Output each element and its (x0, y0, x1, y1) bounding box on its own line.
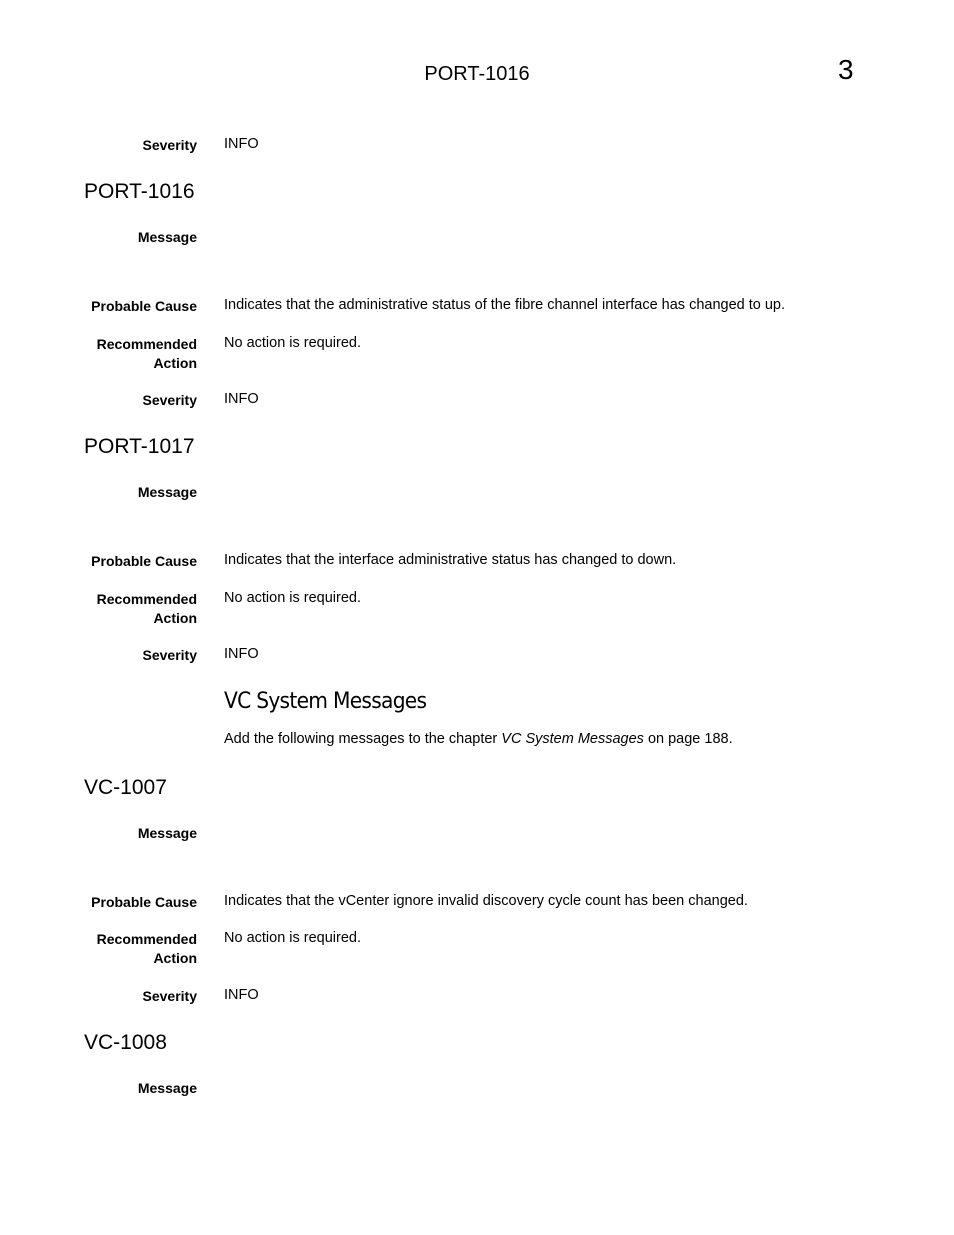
recommended-action-text: No action is required. (224, 590, 362, 606)
intro-text-after: on page 188. (643, 731, 733, 747)
message-label: Message (137, 825, 197, 841)
recommended-action-label-line1: Recommended (96, 591, 197, 607)
running-header-title: PORT-1016 (424, 63, 530, 85)
message-title-port-1017: PORT-1017 (84, 435, 195, 458)
severity-value: INFO (224, 646, 259, 662)
probable-cause-label: Probable Cause (91, 894, 197, 910)
message-title-vc-1008: VC-1008 (84, 1031, 167, 1054)
severity-value: INFO (224, 136, 259, 152)
recommended-action-label-line2: Action (153, 610, 197, 626)
message-label: Message (137, 229, 197, 245)
probable-cause-text: Indicates that the administrative status of the fibre channel interface has changed to up. (224, 297, 786, 313)
message-label: Message (137, 484, 197, 500)
message-label: Message (137, 1080, 197, 1096)
severity-label: Severity (142, 988, 197, 1004)
message-title-port-1016: PORT-1016 (84, 180, 195, 203)
recommended-action-text: No action is required. (224, 335, 362, 351)
recommended-action-label-line2: Action (153, 355, 197, 371)
severity-value: INFO (224, 987, 259, 1003)
severity-value: INFO (224, 391, 259, 407)
recommended-action-label-line2: Action (153, 950, 197, 966)
chapter-number: 3 (838, 54, 854, 85)
recommended-action-label-line1: Recommended (96, 336, 197, 352)
recommended-action-label-line1: Recommended (96, 931, 197, 947)
section-intro (224, 731, 733, 747)
message-title-vc-1007: VC-1007 (84, 776, 167, 799)
severity-label: Severity (142, 137, 197, 153)
section-title-vc-system-messages: VC System Messages (224, 689, 427, 714)
intro-chapter-reference: VC System Messages (501, 731, 644, 747)
probable-cause-label: Probable Cause (91, 553, 197, 569)
recommended-action-text: No action is required. (224, 930, 362, 946)
probable-cause-label: Probable Cause (91, 298, 197, 314)
severity-label: Severity (142, 392, 197, 408)
probable-cause-text: Indicates that the vCenter ignore invalid discovery cycle count has been changed. (224, 893, 748, 909)
severity-label: Severity (142, 647, 197, 663)
probable-cause-text: Indicates that the interface administrative status has changed to down. (224, 552, 677, 568)
intro-text-before: Add the following messages to the chapter (224, 731, 502, 747)
